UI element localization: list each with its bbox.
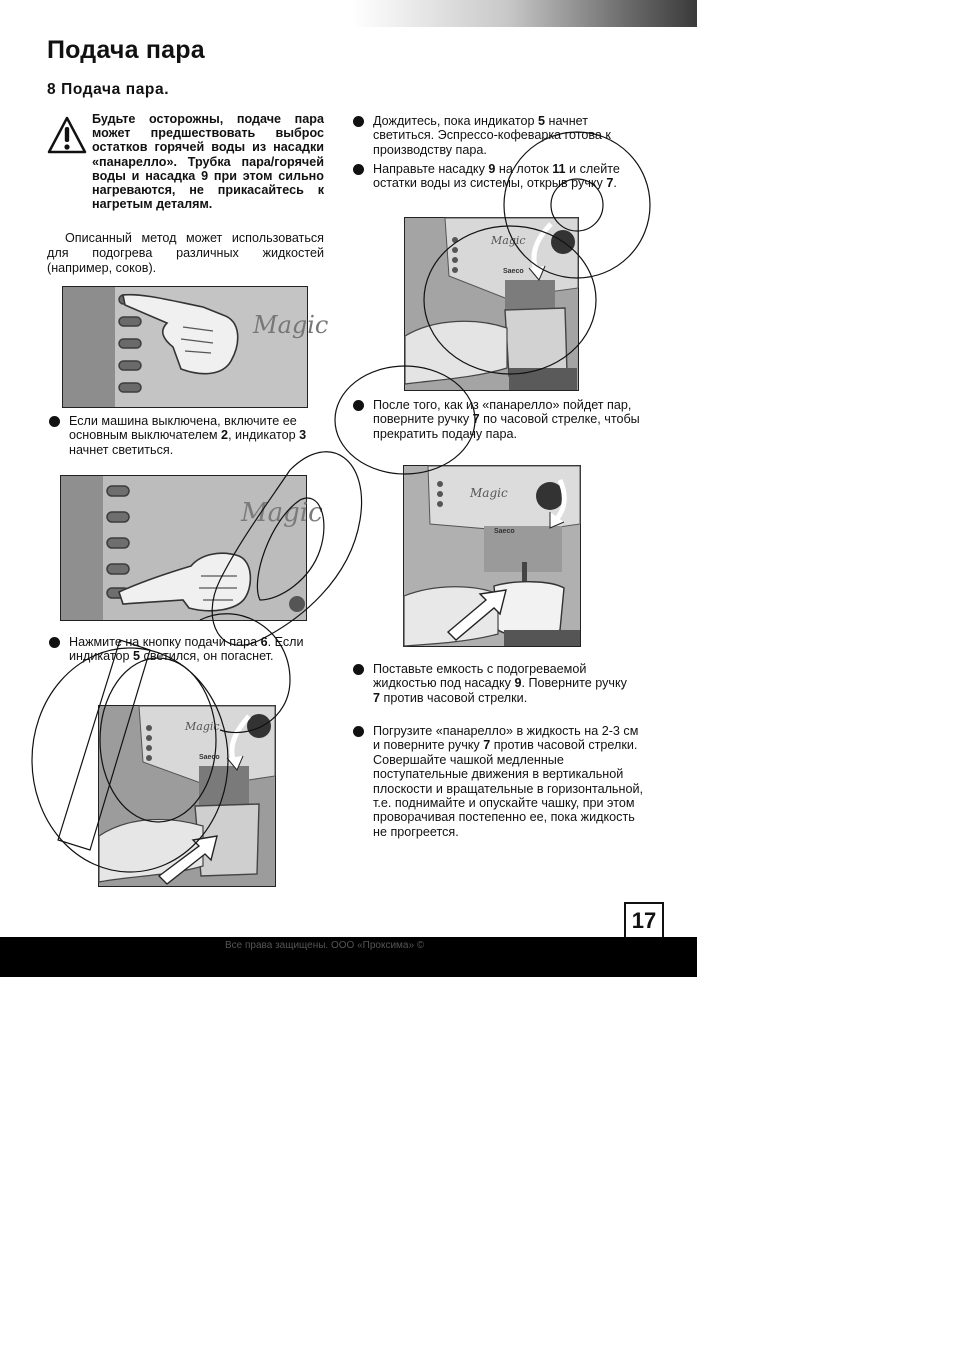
- intro-text: Описанный метод может использоваться для подогрева различных жидкостей (например, соков).: [47, 231, 324, 275]
- left-bullet-1: Если машина выключена, включите ее основным выключателем 2, индикатор 3 начнет светиться.: [49, 414, 337, 457]
- panel-logo-2: Magic: [241, 498, 323, 528]
- header-gradient-bar: [352, 0, 697, 27]
- right-bullet-4: Поставьте емкость с подогреваемой жидкостью под насадку 9. Поверните ручку 7 против часовой стрелки.: [353, 662, 633, 705]
- warning-text: Будьте осторожны, подаче пара может предшествовать выброс остатков горячей воды из насадки «панарелло». Трубка пара/горячей воды и насадка 9 при этом сильно нагреваются, не прикасайтесь к нагретым деталям.: [92, 112, 324, 212]
- machine-brand-cup: Saeco: [494, 528, 515, 535]
- photo-machine-cup: [403, 465, 581, 647]
- bullet-dot-icon: [353, 400, 364, 411]
- left-bullet-2: Нажмите на кнопку подачи пара 6. Если индикатор 5 светился, он погаснет.: [49, 635, 335, 664]
- right-bullet-3: После того, как из «панарелло» пойдет пар, поверните ручку 7 по часовой стрелке, чтобы прекратить подачу пара.: [353, 398, 645, 441]
- section-heading: 8 Подача пара.: [47, 81, 170, 98]
- page-title: Подача пара: [47, 36, 205, 64]
- bullet-dot-icon: [49, 416, 60, 427]
- photo-control-panel-1: [62, 286, 329, 408]
- machine-logo-drain: Magic: [491, 234, 526, 247]
- bullet-dot-icon: [353, 664, 364, 675]
- footer-bar: [0, 937, 697, 977]
- machine-brand-left: Saeco: [199, 754, 220, 761]
- bullet-dot-icon: [49, 637, 60, 648]
- footer-copyright: Все права защищены. ООО «Проксима» ©: [225, 940, 425, 951]
- machine-logo-cup: Magic: [470, 486, 508, 500]
- warning-triangle-icon: [47, 116, 87, 154]
- bullet-dot-icon: [353, 116, 364, 127]
- photo-machine-jug-left: [98, 705, 276, 887]
- photo-machine-drain: [404, 217, 579, 391]
- right-bullet-1: Дождитесь, пока индикатор 5 начнет светиться. Эспрессо-кофеварка готова к производству пара.: [353, 114, 649, 157]
- bullet-dot-icon: [353, 164, 364, 175]
- bullet-dot-icon: [353, 726, 364, 737]
- right-bullet-5: Погрузите «панарелло» в жидкость на 2-3 см и поверните ручку 7 против часовой стрелки. Совершайте чашкой медленные поступательные движения в вертикальной плоскости и вращательные в горизонтальной, т.е. поднимайте и опускайте чашку, при этом проворачивая постепенно ее, пока жидкость не прогреется.: [353, 724, 645, 839]
- panel-logo-1: Magic: [253, 311, 329, 339]
- page-number: 17: [624, 902, 664, 940]
- photo-control-panel-2: [60, 475, 323, 621]
- machine-logo-left: Magic: [185, 720, 220, 733]
- machine-brand-drain: Saeco: [503, 268, 524, 275]
- right-bullet-2: Направьте насадку 9 на лоток 11 и слейте остатки воды из системы, открыв ручку 7.: [353, 162, 643, 191]
